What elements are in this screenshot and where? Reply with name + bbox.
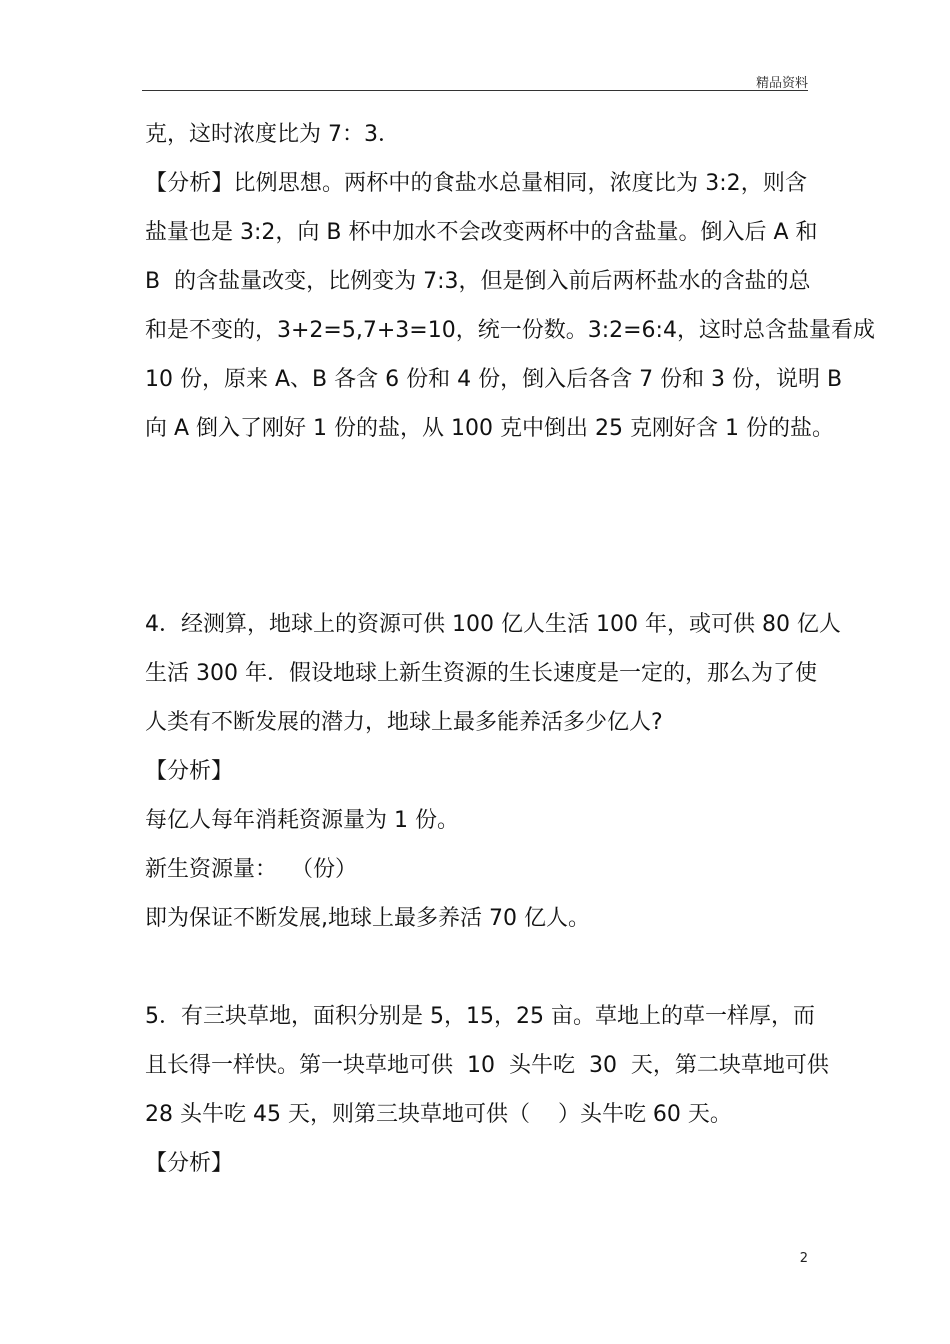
spacer: [145, 943, 807, 992]
spacer: [145, 453, 807, 502]
header-rule: [142, 90, 808, 91]
problem4-analysis-line: 每亿人每年消耗资源量为 1 份。: [145, 808, 459, 833]
problem5-line: 5．有三块草地，面积分别是 5，15，25 亩。草地上的草一样厚，而: [145, 1004, 815, 1029]
problem4-analysis-label: 【分析】: [145, 759, 234, 784]
section3-line: 克，这时浓度比为 7：3．: [145, 122, 400, 147]
spacer: [145, 551, 807, 600]
section3-line: 10 份，原来 A、B 各含 6 份和 4 份，倒入后各含 7 份和 3 份，说明 B: [145, 367, 843, 392]
section3-line: 【分析】比例思想。两杯中的食盐水总量相同，浓度比为 3:2，则含: [145, 171, 807, 196]
page-header-text: 精品资料: [755, 76, 808, 91]
section3-line: 盐量也是 3:2，向 B 杯中加水不会改变两杯中的含盐量。倒入后 A 和: [145, 220, 818, 245]
problem4-line: 4．经测算，地球上的资源可供 100 亿人生活 100 年，或可供 80 亿人: [145, 612, 841, 637]
problem4-line: 生活 300 年．假设地球上新生资源的生长速度是一定的，那么为了使: [145, 661, 817, 686]
section3-line: 和是不变的，3+2=5,7+3=10，统一份数。3:2=6:4，这时总含盐量看成: [145, 318, 875, 343]
problem5-analysis-label: 【分析】: [145, 1151, 234, 1176]
problem4-analysis-line: 即为保证不断发展,地球上最多养活 70 亿人。: [145, 906, 590, 931]
problem4-line: 人类有不断发展的潜力，地球上最多能养活多少亿人?: [145, 710, 663, 735]
problem5-line: 且长得一样快。第一块草地可供 10 头牛吃 30 天，第二块草地可供: [145, 1053, 829, 1078]
section3-line: 向 A 倒入了刚好 1 份的盐，从 100 克中倒出 25 克刚好含 1 份的盐。: [145, 416, 834, 441]
section3-line: B 的含盐量改变，比例变为 7:3，但是倒入前后两杯盐水的含盐的总: [145, 269, 811, 294]
problem4-analysis-line: 新生资源量： （份）: [145, 857, 357, 882]
page-number: 2: [799, 1251, 808, 1266]
page-content: [145, 110, 875, 1188]
problem5-line: 28 头牛吃 45 天，则第三块草地可供（ ）头牛吃 60 天。: [145, 1102, 732, 1127]
spacer: [145, 502, 807, 551]
